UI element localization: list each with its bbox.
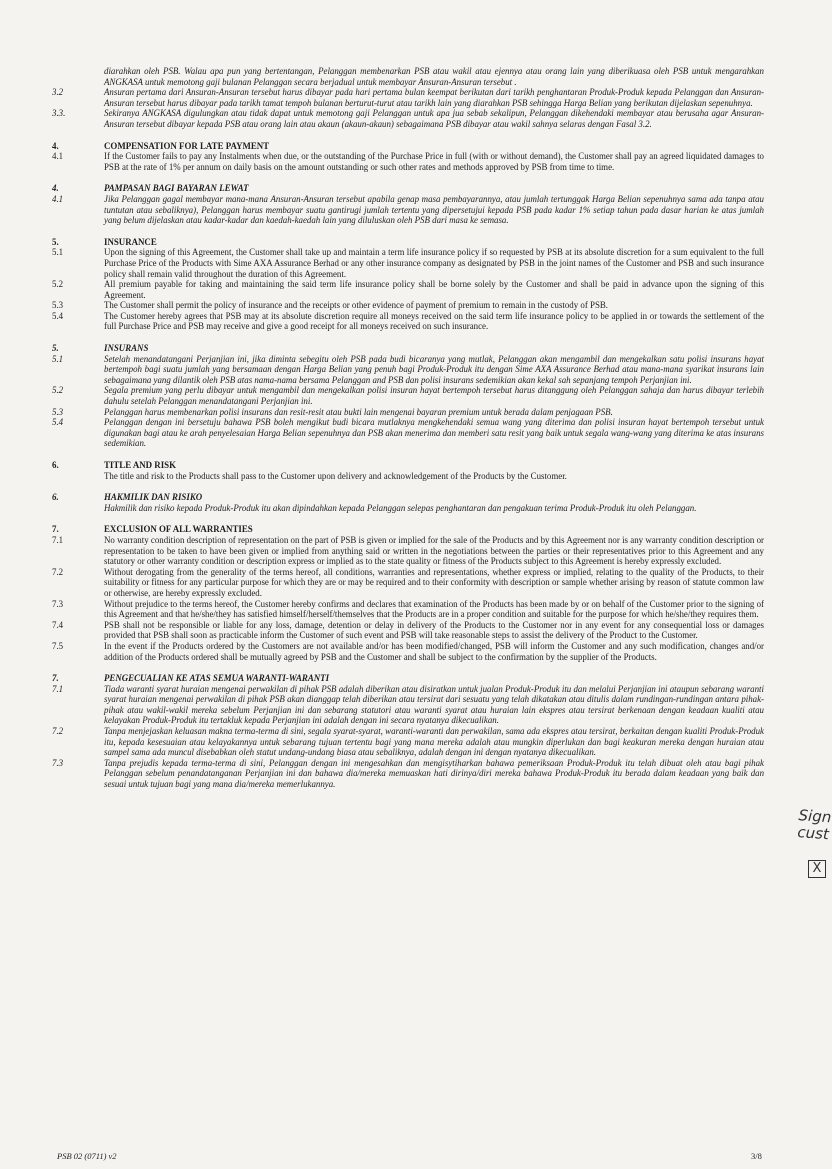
page-number: 3/8	[751, 1151, 762, 1161]
clause-3-2	[52, 87, 764, 108]
section-7-heading	[52, 524, 764, 535]
section-6-malay-heading	[52, 492, 764, 503]
clause-text: In the event if the Products ordered by the Customers are not available and/or has been modified/changed, PSB will inform the Customer and any such modification, changes and/or addition of the Products ordered shall be mutually agreed by PSB and the Customer and shall be subject to the confirmation by the supplier of the Products.	[104, 640, 764, 662]
clause-number: 5.3	[52, 406, 64, 417]
clause-7-2	[52, 567, 764, 599]
clause-5-2	[52, 279, 764, 300]
section-title: INSURANCE	[104, 236, 157, 247]
clause-text: Pelanggan harus membenarkan polisi insurans dan resit-resit atau bukti lain mengenai bayaran premium untuk berada dalam penjagaan PSB.	[104, 406, 613, 417]
clause-3-continuation	[52, 66, 764, 87]
clause-number: 5.4	[52, 417, 64, 428]
section-title: COMPENSATION FOR LATE PAYMENT	[104, 140, 270, 151]
document-code: PSB 02 (0711) v2	[57, 1151, 117, 1161]
section-number: 5.	[52, 236, 59, 247]
clause-7-4	[52, 620, 764, 641]
section-title: TITLE AND RISK	[104, 460, 177, 470]
clause-text: The Customer shall permit the policy of insurance and the receipts or other evidence of payment of premium to remain in the custody of PSB.	[104, 300, 609, 311]
clause-number: 7.3	[52, 757, 64, 768]
clause-number: 5.1	[52, 353, 64, 364]
section-6-heading	[52, 460, 764, 471]
clause-number: 7.1	[52, 683, 64, 694]
clause-text: Segala premium yang perlu dibayar untuk mengambil dan mengekalkan polisi insuran hayat bertempoh tersebut harus ditanggung oleh Pelanggan sahaja dan harus dibayar terlebih dahulu setelah Pelanggan menandatangani Perjanjian ini.	[104, 385, 764, 407]
document-body	[52, 66, 764, 790]
section-number: 4.	[52, 183, 59, 194]
clause-5-3-malay	[52, 407, 764, 418]
clause-text: If the Customer fails to pay any Instalments when due, or the outstanding of the Purchase Price in full (with or without demand), the Customer shall pay an agreed liquidated damages to PSB at the rate of 1% per annum on daily basis on the amount outstanding or such other rates and methods approved by PSB from time to time.	[104, 151, 764, 172]
clause-text: Sekiranya ANGKASA digulungkan atau tidak dapat untuk memotong gaji Pelanggan untuk apa jua sebab sekalipun, Pelanggan dikehendaki membayar atau berusaha agar Ansuran-Ansuran tersebut dibayar kepada PSB atau orang lain atau akaun (akaun-akaun) sebagaimana PSB dibayar atau wakil sahnya selaras dengan Fasal 3.2.	[104, 108, 764, 129]
handwritten-line-2: cust	[796, 823, 830, 844]
clause-text: Pelanggan dengan ini bersetuju bahawa PSB boleh mengikut budi bicara mutlaknya mengkehendaki semua wang yang diterima dan polisi insuran hayat bertempoh tersebut untuk digunakan bagi atau ke arah penyelesaian Harga Belian sepenuhnya dan PSB akan menerima dan memberi satu resit yang baik untuk segala wang-wang yang diterima ke atas insurans sedemikian.	[104, 417, 764, 449]
section-4-heading	[52, 141, 764, 152]
section-number: 6.	[52, 492, 59, 503]
clause-number: 3.3.	[52, 108, 66, 119]
clause-text: Tiada waranti syarat huraian mengenai perwakilan di pihak PSB adalah diberikan atau disiratkan untuk jualan Produk-Produk itu dan melalui Perjanjian ini ataupun sebarang waranti syarat huraian mengenai perwakilan di pihak PSB akan dianggap telah diberikan atau tersirat dari sesuatu yang telah dikatakan atau ditulis dalam rundingan-rundingan antara pihak-pihak atau wakil-wakil mereka sebelum Perjanjian ini dan sebarang statutori atau waranti syarat atau huraian lain ekspres atau tersirat berkenaan dengan keadaan kualiti atau kelayakan Produk-Produk itu tertakluk kepada Perjanjian ini adalah dengan ini secara nyatanya dikecualikan.	[104, 683, 764, 726]
clause-4-1-malay	[52, 194, 764, 226]
section-title: PENGECUALIAN KE ATAS SEMUA WARANTI-WARANTI	[104, 673, 330, 684]
section-title: EXCLUSION OF ALL WARRANTIES	[104, 524, 253, 535]
clause-number: 7.2	[52, 566, 64, 577]
clause-5-3	[52, 300, 764, 311]
clause-number: 7.1	[52, 534, 64, 545]
section-number: 4.	[52, 140, 59, 151]
section-title: PAMPASAN BAGI BAYARAN LEWAT	[104, 183, 249, 194]
section-number: 6.	[52, 460, 59, 470]
section-number: 7.	[52, 524, 59, 535]
clause-7-1	[52, 535, 764, 567]
clause-text: No warranty condition description of representation on the part of PSB is given or implied for the sale of the Products and by this Agreement nor is any warranty condition description or representation to be taken to have been given or implied from anything said or written in the negotiations between the parties or their representatives prior to this Agreement and any statutory or other warranty condition or description express or implied as to the state quality or fitness of the Products subject to this Agreement is hereby expressly excluded.	[104, 534, 764, 567]
clause-number: 7.3	[52, 598, 64, 609]
clause-5-1-malay	[52, 354, 764, 386]
clause-text: The title and risk to the Products shall pass to the Customer upon delivery and acknowledgement of the Products by the Customer.	[104, 470, 567, 481]
clause-text: Tanpa prejudis kepada terma-terma di sini, Pelanggan dengan ini mengesahkan dan mengisytiharkan bahawa pemeriksaan Produk-Produk itu telah dibuat oleh atau bagi pihak Pelanggan sebelum penandatanganan Perjanjian ini dan bahawa dia/mereka memuaskan hati dirinya/diri mereka bahawa Produk-Produk itu berada dalam keadaan yang baik dan sesuai untuk tujuan bagi yang mana dia/mereka memerlukannya.	[104, 757, 764, 790]
clause-number: 3.2	[52, 87, 64, 98]
clause-number: 4.1	[52, 193, 64, 204]
clause-number: 5.2	[52, 385, 64, 396]
handwritten-annotation	[796, 806, 832, 844]
clause-5-4-malay	[52, 417, 764, 449]
clause-number: 5.4	[52, 310, 64, 321]
clause-number: 4.1	[52, 151, 64, 162]
section-4-malay-heading	[52, 183, 764, 194]
clause-text: Ansuran pertama dari Ansuran-Ansuran tersebut harus dibayar pada hari pertama bulan keempat berikutan dari tarikh penghantaran Produk-Produk kepada Pelanggan dan Ansuran-Ansuran tersebut harus dibayar pada tarikh tamat tempoh bulanan berturut-turut atau tarikh lain yang diarahkan PSB sehingga Harga Belian yang berikutan dijelaskan sepenuhnya.	[104, 87, 764, 108]
section-7-malay-heading	[52, 673, 764, 684]
clause-number: 5.3	[52, 300, 64, 311]
clause-text: Without prejudice to the terms hereof, the Customer hereby confirms and declares that examination of the Products has been made by or on behalf of the Customer prior to the signing of this Agreement and that he/she/they has satisfied himself/herself/themselves that the Products are in a proper condition and suitable for the purpose for which he/she/they requires them.	[104, 598, 764, 620]
clause-text: PSB shall not be responsible or liable for any loss, damage, detention or delay in delivery of the Products to the Customer nor in any event for any consequential loss or damages provided that PSB shall soon as practicable inform the Customer of such event and PSB will take reasonable steps to assist the delivery of the Product to the Customer.	[104, 619, 764, 641]
section-number: 5.	[52, 343, 59, 354]
clause-number: 5.1	[52, 247, 64, 258]
section-number: 7.	[52, 673, 59, 684]
clause-text: Without derogating from the generality of the terms hereof, all conditions, warranties and representations, whether express or implied, relating to the quality of the Products, to their suitability or fitness for any particular purpose for which they are or may be required and to their conformity with description or sample whether arising by reason of statute common law or otherwise, are hereby expressly excluded.	[104, 566, 764, 598]
clause-7-5	[52, 641, 764, 662]
clause-text: Upon the signing of this Agreement, the Customer shall take up and maintain a term life insurance policy if so requested by PSB at its absolute discretion for a sum equivalent to the full Purchase Price of the Products with Sime AXA Assurance Berhad or any other insurance company as designated by PSB in the joint names of the Customer and PSB and such insurance policy shall remain valid throughout the duration of this Agreement.	[104, 247, 764, 279]
handwritten-line-1: Sign	[798, 806, 832, 827]
clause-number: 5.2	[52, 279, 64, 290]
clause-text: Setelah menandatangani Perjanjian ini, jika diminta sebegitu oleh PSB pada budi bicaranya yang mutlak, Pelanggan akan mengambil dan mengekalkan satu polisi insurans hayat bertempoh bagi suatu jumlah yang bersamaan dengan Harga Belian yang penuh bagi Produk-Produk itu dengan Sime AXA Assurance Berhad atau mana-mana syarikat insurans lain sebagaimana yang dilantik oleh PSB atas nama-nama bersama Pelanggan and PSB dan polisi insurans sedemikian akan kekal sah sepanjang tempoh Perjanjian ini.	[104, 353, 764, 385]
clause-text: diarahkan oleh PSB. Walau apa pun yang bertentangan, Pelanggan membenarkan PSB atau wakil atau ejennya atau orang lain yang diberikuasa oleh PSB untuk mengarahkan ANGKASA untuk memotong gaji bulanan Pelanggan secara berjadual untuk membayar Ansuran-Ansuran tersebut .	[104, 66, 764, 87]
clause-5-2-malay	[52, 385, 764, 406]
section-title: HAKMILIK DAN RISIKO	[104, 492, 203, 503]
section-5-malay-heading	[52, 343, 764, 354]
clause-3-3	[52, 108, 764, 129]
clause-5-1	[52, 247, 764, 279]
section-title: INSURANS	[104, 343, 149, 354]
clause-text: All premium payable for taking and maintaining the said term life insurance policy shall be borne solely by the Customer and shall be paid in advance upon the signing of this Agreement.	[104, 279, 764, 300]
section-5-heading	[52, 237, 764, 248]
section-6-malay-body	[52, 503, 764, 514]
clause-text: Jika Pelanggan gagal membayar mana-mana Ansuran-Ansuran tersebut apabila genap masa pembayarannya, atau jumlah tertunggak Harga Belian sepenuhnya sama ada tanpa atau tuntutan atau sebaliknya), Pelanggan harus membayar suatu gantirugi jumlah tertentu yang dipersetujui kepada PSB pada kadar 1% setiap tahun pada dasar harian ke atas jumlah yang belum dijelaskan atau kadar-kadar dan kaedah-kaedah lain yang diluluskan oleh PSB dari masa ke semasa.	[104, 193, 764, 226]
clause-text: Hakmilik dan risiko kepada Produk-Produk itu akan dipindahkan kepada Pelanggan selepas penghantaran dan pengakuan terima Produk-Produk itu oleh Pelanggan.	[104, 502, 697, 513]
clause-number: 7.4	[52, 619, 64, 630]
clause-5-4	[52, 311, 764, 332]
clause-7-1-malay	[52, 684, 764, 726]
clause-number: 7.5	[52, 640, 64, 651]
clause-7-3	[52, 599, 764, 620]
clause-7-2-malay	[52, 726, 764, 758]
checkbox-mark: X	[808, 860, 826, 878]
clause-text: The Customer hereby agrees that PSB may at its absolute discretion require all moneys received on the said term life insurance policy to be applied in or towards the settlement of the full Purchase Price and PSB may receive and give a good receipt for all moneys received on such insurance.	[104, 310, 764, 332]
clause-text: Tanpa menjejaskan keluasan makna terma-terma di sini, segala syarat-syarat, waranti-waranti dan perwakilan, sama ada ekspres atau tersirat, berkaitan dengan kualiti Produk-Produk itu, kepada kesesuaian atau kelayakannya untuk sebarang tujuan tertentu bagi yang mana mereka adalah atau mungkin diperlukan dan bagi keakuran mereka dengan huraian atau sampel sama ada muncul disebabkan oleh statut undang-undang biasa atau sebaliknya, adalah dengan ini dengan nyatanya dikecualikan.	[104, 726, 764, 758]
clause-number: 7.2	[52, 726, 64, 737]
section-6-body	[52, 471, 764, 482]
clause-4-1	[52, 151, 764, 172]
clause-7-3-malay	[52, 758, 764, 790]
